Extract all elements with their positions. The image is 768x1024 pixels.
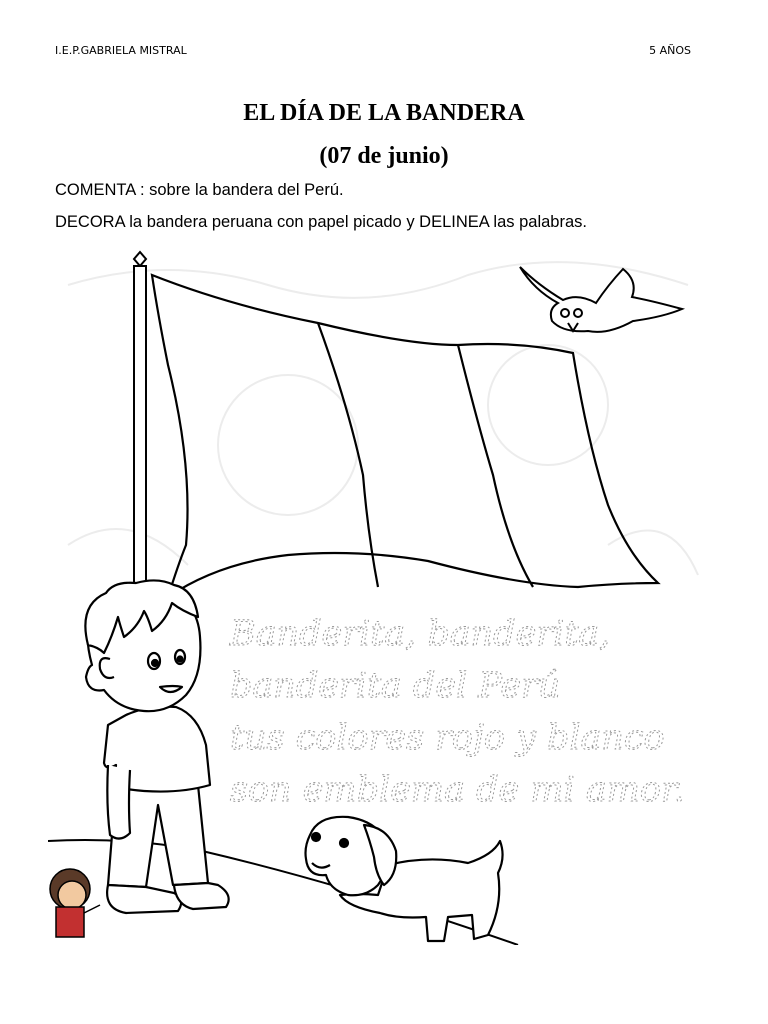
- poem-tracing: [229, 614, 685, 810]
- page-date: (07 de junio): [319, 143, 449, 169]
- poem-line-1: Banderita, banderita,: [230, 614, 611, 654]
- flag-pole: [134, 252, 146, 601]
- page-title: EL DÍA DE LA BANDERA: [243, 100, 525, 126]
- coloring-illustration: [48, 245, 708, 945]
- corner-character-drawing: [50, 869, 100, 937]
- boy-drawing: [85, 580, 228, 913]
- instruction-decorate: DECORA la bandera peruana con papel picado y DELINEA las palabras.: [55, 213, 587, 231]
- grade-level: 5 AÑOS: [649, 44, 691, 57]
- puppy-drawing: [306, 817, 503, 941]
- flag-stripe-line-1: [318, 323, 378, 587]
- poem-line-3: tus colores rojo y blanco: [230, 718, 665, 758]
- poem-line-2: banderita del Perú: [230, 666, 561, 706]
- flag-stripe-line-2: [458, 345, 533, 587]
- poem-line-4: son emblema de mi amor.: [230, 770, 685, 810]
- instruction-comment: COMENTA : sobre la bandera del Perú.: [55, 181, 344, 199]
- school-name: I.E.P.GABRIELA MISTRAL: [55, 44, 187, 57]
